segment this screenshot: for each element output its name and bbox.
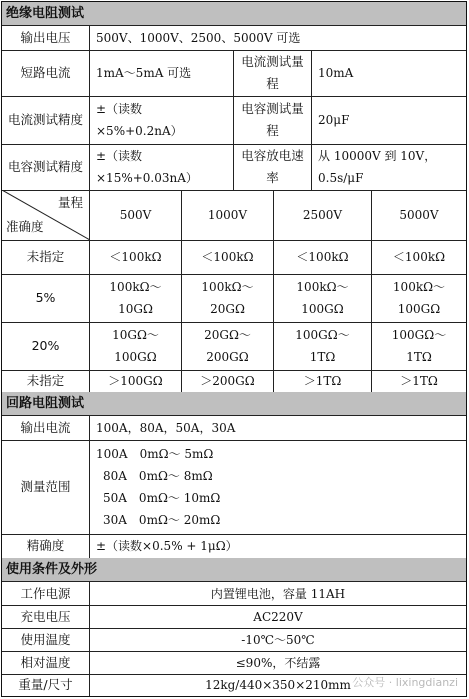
grid-cell-line: 100kΩ～ — [296, 280, 349, 294]
grid-row-label: 未指定 — [2, 240, 90, 274]
grid-col-1000v: 1000V — [182, 190, 274, 240]
grid-cell-line: 100kΩ～ — [392, 280, 446, 294]
grid-row-unspecified-low — [2, 240, 466, 275]
grid-cell-line: 20GΩ～ — [204, 328, 251, 342]
grid-cell-line: 100GΩ — [114, 350, 157, 364]
value-output-voltage: 500V、1000V、2500、5000V 可选 — [96, 31, 301, 45]
condition-label: 重量/尺寸 — [2, 674, 90, 696]
grid-cell-line: 200GΩ — [206, 350, 249, 364]
grid-cell — [90, 322, 182, 370]
grid-cell-line: 20GΩ — [210, 302, 245, 316]
label-loop-accuracy: 精确度 — [2, 534, 90, 558]
value-loop-output-current: 100A，80A，50A，30A — [96, 421, 236, 435]
grid-row-unspecified-high — [2, 370, 466, 393]
grid-row-label: 20% — [2, 322, 90, 370]
condition-value: AC220V — [253, 609, 303, 624]
value-loop-accuracy: ±（读数×0.5% + 1μΩ） — [96, 539, 238, 553]
measure-range-line: 80A 0mΩ～ 8mΩ — [103, 469, 213, 483]
row-loop-accuracy — [2, 534, 466, 559]
grid-cell-line: 100GΩ — [301, 302, 344, 316]
value-current-accuracy: ±（读数×5%+0.2nA） — [90, 96, 234, 144]
grid-col-500v: 500V — [90, 190, 182, 240]
grid-header-bottom: 准确度 — [6, 219, 44, 234]
grid-cell: ＜100kΩ — [90, 240, 182, 274]
section-header-conditions — [2, 558, 466, 582]
grid-cell: ＜100kΩ — [392, 250, 446, 264]
grid-row-label: 未指定 — [2, 370, 90, 392]
grid-cell — [182, 274, 274, 322]
label-cap-range: 电容测试量程 — [234, 96, 312, 144]
grid-cell-line: 1TΩ — [309, 350, 336, 364]
grid-cell: ＞200GΩ — [182, 370, 274, 392]
grid-cell: ＞1TΩ — [400, 374, 438, 388]
section-header-loop — [2, 392, 466, 416]
condition-value: 内置锂电池，容量 11AH — [210, 586, 346, 601]
row-current-accuracy — [2, 96, 466, 145]
label-output-voltage: 输出电压 — [2, 26, 90, 50]
label-discharge: 电容放电速率 — [234, 144, 312, 190]
section-header-insulation — [2, 2, 466, 26]
value-cap-range: 20μF — [318, 113, 350, 127]
label-current-range: 电流测试量程 — [234, 50, 312, 96]
row-short-current — [2, 50, 466, 97]
value-cap-accuracy: ±（读数×15%+0.03nA） — [90, 144, 234, 190]
watermark: 公众号 · lixingdianzi — [352, 676, 458, 689]
label-loop-output-current: 输出电流 — [2, 416, 90, 440]
grid-header-row — [2, 190, 466, 241]
value-short-current: 1mA～5mA 可选 — [90, 50, 234, 96]
spec-table — [1, 1, 467, 697]
grid-col-5000v: 5000V — [399, 208, 439, 222]
label-current-accuracy: 电流测试精度 — [2, 96, 90, 144]
row-cap-accuracy — [2, 144, 466, 191]
measure-range-line: 100A 0mΩ～ 5mΩ — [96, 447, 214, 461]
grid-cell — [90, 274, 182, 322]
measure-range-line: 50A 0mΩ～ 10mΩ — [103, 491, 221, 505]
condition-label: 工作电源 — [2, 582, 90, 605]
label-loop-measure-range: 测量范围 — [2, 440, 90, 534]
grid-cell: ＜100kΩ — [182, 240, 274, 274]
grid-cell-line: 100kΩ～ — [201, 280, 254, 294]
grid-row-5-percent — [2, 274, 466, 323]
section-title: 绝缘电阻测试 — [6, 6, 85, 21]
row-condition — [2, 605, 466, 629]
condition-value: 12kg/440×350×210mm — [205, 678, 351, 692]
row-loop-measure-range — [2, 440, 466, 535]
measure-range-line: 30A 0mΩ～ 20mΩ — [103, 513, 221, 527]
grid-cell: ＞100GΩ — [90, 370, 182, 392]
condition-label: 使用温度 — [2, 628, 90, 651]
grid-cell — [274, 322, 372, 370]
grid-cell-line: 100kΩ～ — [109, 280, 162, 294]
grid-cell — [372, 274, 466, 322]
row-loop-output-current — [2, 416, 466, 441]
grid-cell — [182, 322, 274, 370]
row-condition — [2, 628, 466, 652]
grid-cell — [372, 322, 466, 370]
section-title: 回路电阻测试 — [6, 396, 85, 411]
grid-header-top: 量程 — [57, 195, 83, 210]
grid-cell-line: 10GΩ～ — [112, 328, 159, 342]
grid-corner-cell — [2, 190, 90, 240]
grid-cell-line: 100GΩ — [397, 302, 441, 316]
grid-cell — [274, 274, 372, 322]
section-title: 使用条件及外形 — [6, 562, 98, 577]
label-cap-accuracy: 电容测试精度 — [2, 144, 90, 190]
grid-cell-line: 100GΩ～ — [295, 328, 350, 342]
row-output-voltage — [2, 26, 466, 51]
row-condition — [2, 582, 466, 606]
label-short-current: 短路电流 — [2, 50, 90, 96]
value-current-range: 10mA — [318, 66, 354, 80]
condition-label: 相对温度 — [2, 651, 90, 674]
grid-cell: ＞1TΩ — [274, 370, 372, 392]
grid-cell-line: 100GΩ～ — [391, 328, 447, 342]
condition-label: 充电电压 — [2, 605, 90, 628]
grid-row-20-percent — [2, 322, 466, 371]
grid-cell: ＜100kΩ — [274, 240, 372, 274]
condition-value: ≤90%，不结露 — [235, 655, 321, 670]
grid-cell-line: 1TΩ — [406, 350, 432, 364]
condition-value: -10℃～50℃ — [241, 632, 315, 647]
row-condition — [2, 651, 466, 675]
value-loop-measure-range — [90, 440, 466, 534]
grid-col-2500v: 2500V — [274, 190, 372, 240]
value-discharge: 从 10000V 到 10V，0.5s/μF — [318, 149, 437, 185]
grid-row-label: 5% — [2, 274, 90, 322]
grid-cell-line: 10GΩ — [118, 302, 153, 316]
